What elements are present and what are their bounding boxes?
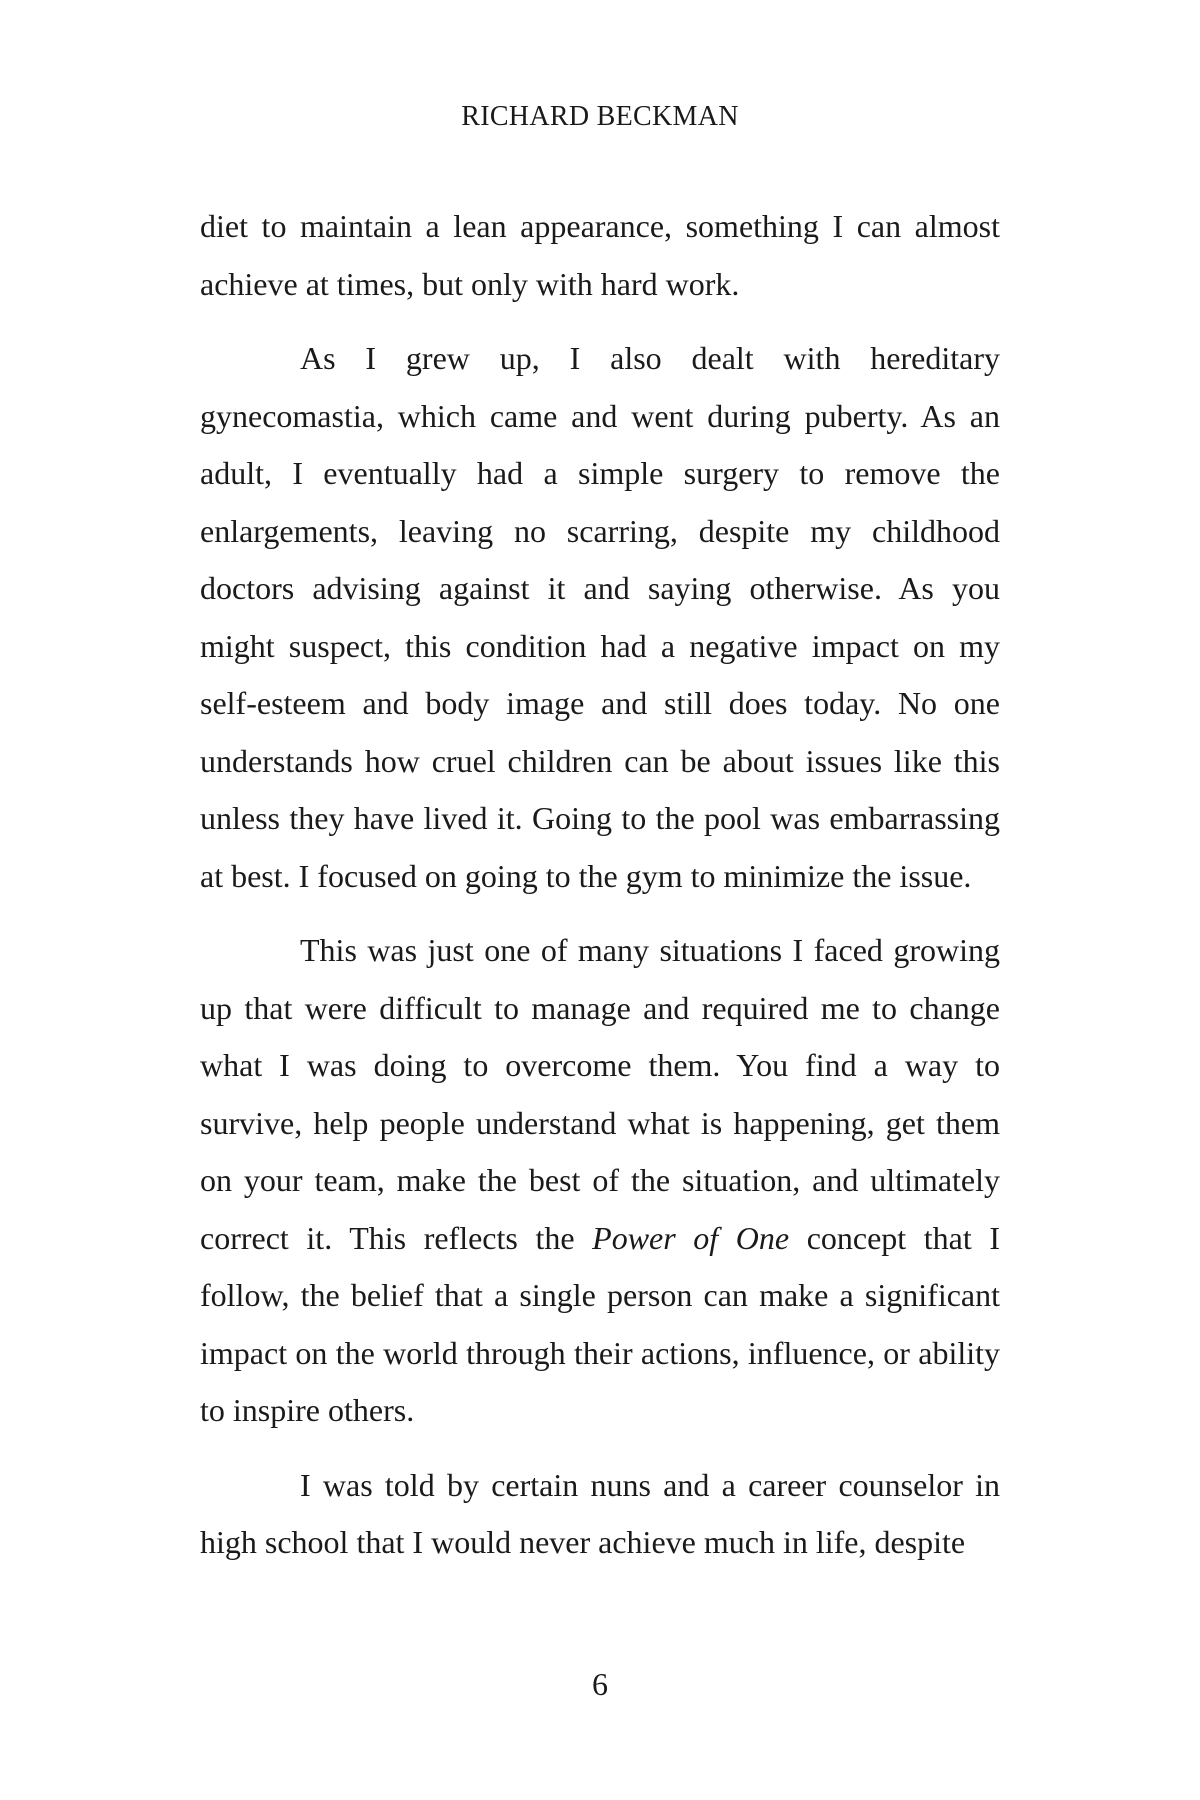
power-of-one-emphasis: Power of One [592,1219,790,1256]
paragraph-power-of-one-text-before: This was just one of many situations I faced growing up that were difficult to manage and required me to change what I was doing to overcome them. You find a way to survive, help people understand what is happening, get them on your team, make the best of the situation, and ultimately correct it. This reflects the [200,932,1000,1256]
paragraph-gynecomastia: As I grew up, I also dealt with hereditary gynecomastia, which came and went during puberty. As an adult, I eventually had a simple surgery to remove the enlargements, leaving no scarring, despite my childhood doctors advising against it and saying otherwise. As you might suspect, this condition had a negative impact on my self-esteem and body image and still does today. No one understands how cruel children can be about issues like this unless they have lived it. Going to the pool was embarrassing at best. I focused on going to the gym to minimize the issue. [200,340,1000,894]
paragraph-continued: diet to maintain a lean appearance, something I can almost achieve at times, but only with hard work. [200,208,1000,302]
paragraph-high-school: I was told by certain nuns and a career counselor in high school that I would never achieve much in life, despite [200,1466,1000,1560]
paragraph-power-of-one-text-after: concept that I follow, the belief that a single person can make a significant impact on the world through their actions, influence, or ability to inspire others. [200,1219,1001,1428]
paragraph-power-of-one [200,922,1000,1440]
running-header: RICHARD BECKMAN [461,101,739,132]
page-number: 6 [592,1666,608,1702]
body-text [200,198,1000,1589]
